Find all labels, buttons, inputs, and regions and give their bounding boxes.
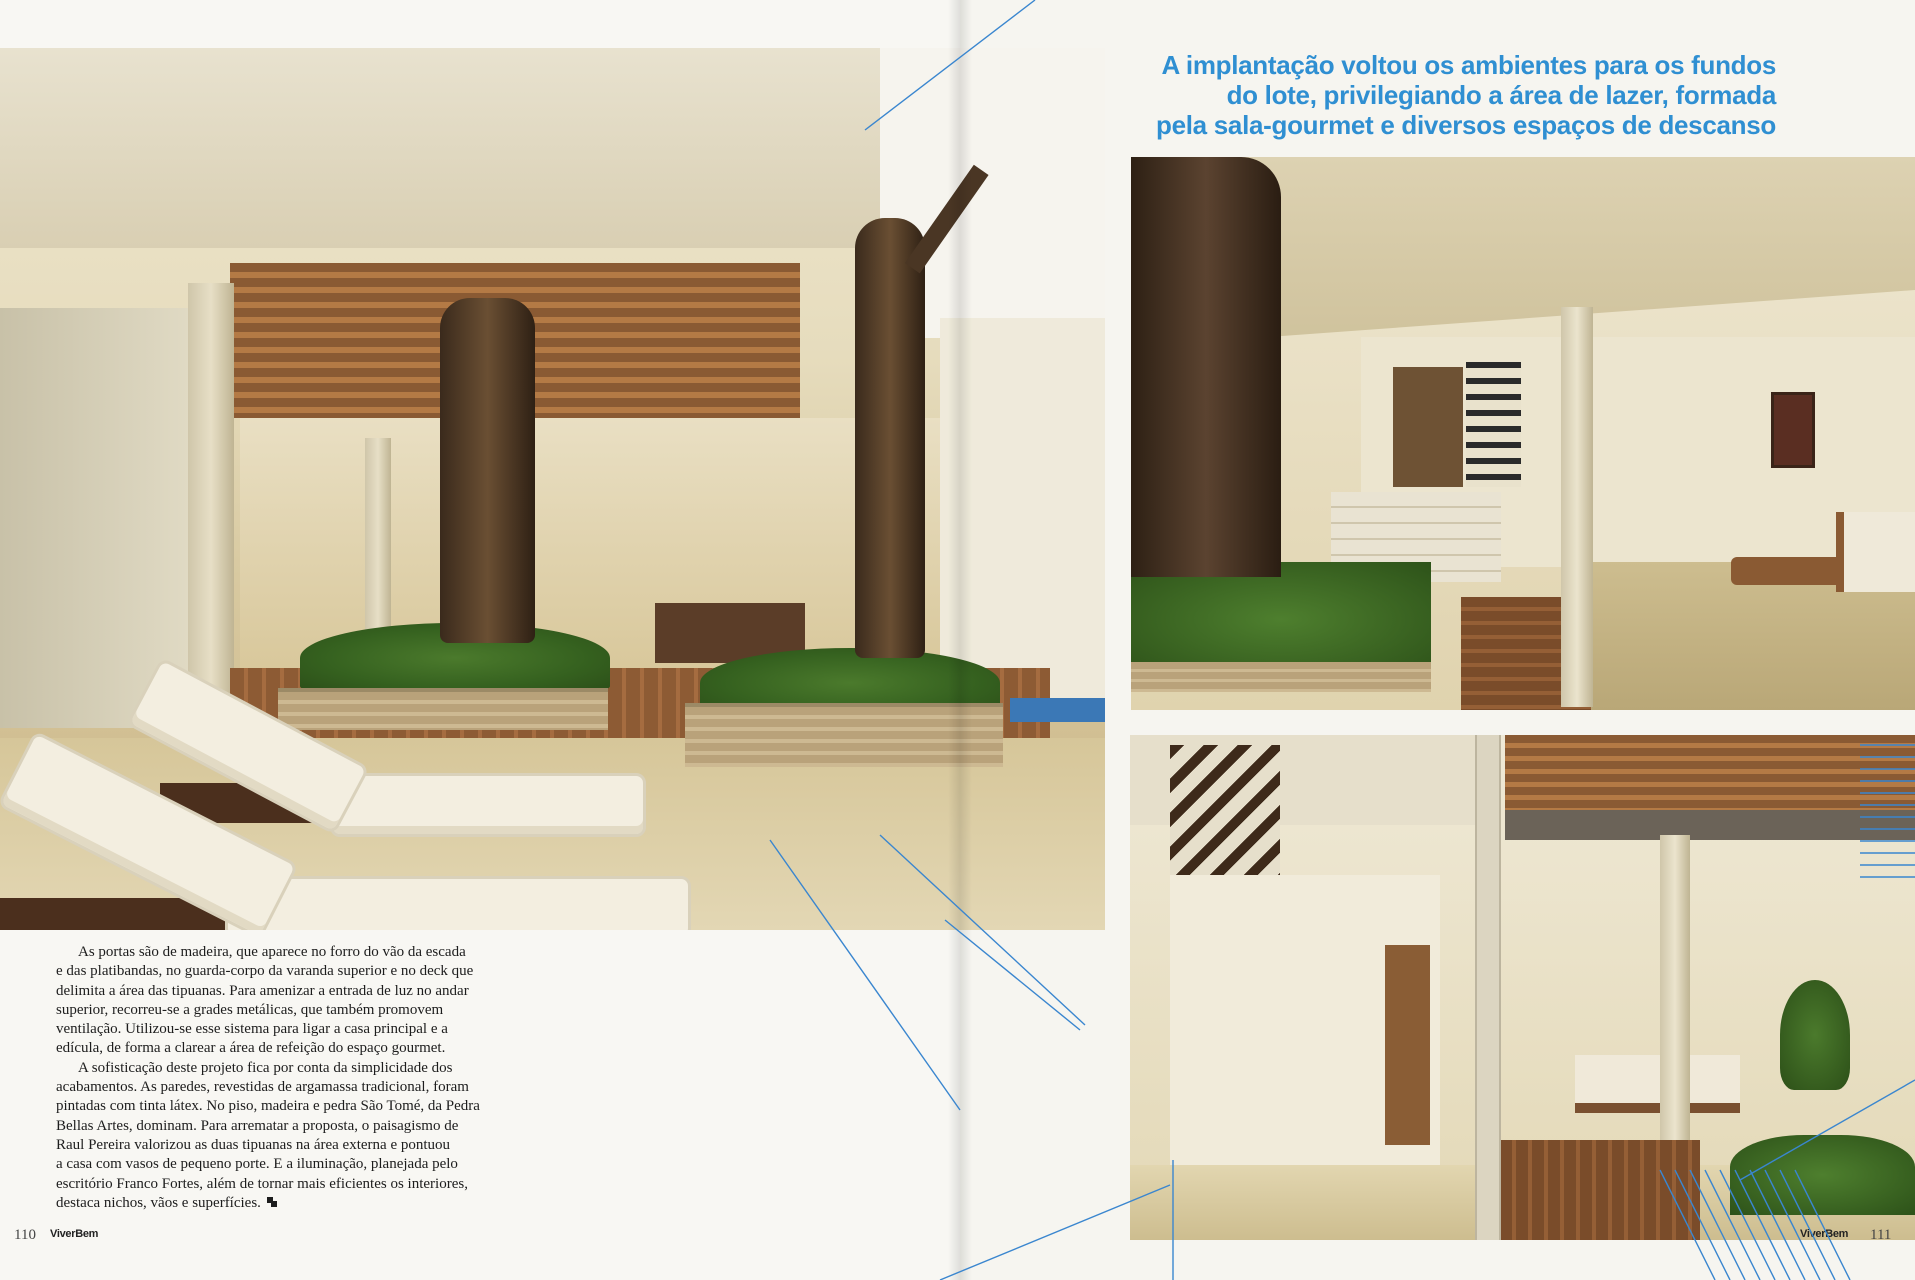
planter-greenery — [1730, 1135, 1915, 1215]
body-line: pintadas com tinta látex. No piso, madeira e pedra São Tomé, da Pedra — [56, 1098, 480, 1115]
sofa — [1575, 1055, 1740, 1113]
wooden-slats — [1505, 735, 1915, 810]
headline — [1136, 50, 1776, 140]
body-line: Bellas Artes, dominam. Para arrematar a proposta, o paisagismo de — [56, 1117, 459, 1134]
main-photo-outdoor-lounge — [0, 48, 1105, 930]
body-line: superior, recorreu-se a grades metálicas, que também promovem — [56, 1001, 444, 1018]
headline-line: pela sala-gourmet e diversos espaços de descanso — [1156, 110, 1776, 140]
photo-interior-view-1 — [1131, 157, 1915, 710]
metal-grille — [1505, 810, 1915, 840]
stone-planter — [278, 688, 608, 730]
body-line-text: destaca nichos, vãos e superfícies. — [56, 1194, 261, 1211]
body-line: a casa com vasos de pequeno porte. E a iluminação, planejada pelo — [56, 1156, 458, 1173]
photo-interior-view-2 — [1130, 735, 1915, 1240]
tree-trunk — [440, 298, 535, 643]
column — [188, 283, 234, 703]
column — [1660, 835, 1690, 1175]
ceiling-slab — [0, 48, 940, 248]
column — [1561, 307, 1593, 707]
body-line: Raul Pereira valorizou as duas tipuanas na área externa e pontuou — [56, 1136, 451, 1153]
column — [365, 438, 391, 648]
body-line: acabamentos. As paredes, revestidas de argamassa tradicional, foram — [56, 1079, 469, 1096]
wooden-door — [1385, 945, 1430, 1145]
wall-artwork — [1771, 392, 1815, 468]
body-line: delimita a área das tipuanas. Para amenizar a entrada de luz no andar — [56, 982, 469, 999]
body-line: e das platibandas, no guarda-corpo da varanda superior e no deck que — [56, 963, 474, 980]
body-line: As portas são de madeira, que aparece no forro do vão da escada — [78, 944, 466, 960]
potted-plant — [1780, 980, 1850, 1090]
right-magazine-brand: ViverBem — [1800, 1228, 1849, 1240]
tree-trunk — [855, 218, 925, 658]
end-of-article-icon — [265, 1195, 279, 1209]
glass-door-frame — [1475, 735, 1501, 1240]
body-line-last — [56, 1194, 516, 1213]
body-line: escritório Franco Fortes, além de tornar mais eficientes os interiores, — [56, 1175, 468, 1192]
body-text — [56, 943, 516, 1213]
page-gutter — [948, 0, 972, 1280]
tree-trunk — [1131, 157, 1281, 577]
left-page-number: 110 — [14, 1227, 36, 1243]
lounger-cushion — [225, 876, 691, 930]
headline-line: A implantação voltou os ambientes para os fundos — [1161, 50, 1776, 80]
lounger-cushion — [330, 773, 646, 837]
stone-planter — [1131, 662, 1431, 692]
right-page-number: 111 — [1870, 1227, 1892, 1243]
wooden-deck — [1500, 1140, 1700, 1240]
planter-greenery — [1131, 562, 1431, 677]
wooden-door — [1393, 367, 1463, 487]
wooden-staircase — [1170, 745, 1280, 875]
left-magazine-brand: ViverBem — [50, 1228, 99, 1240]
pool-edge — [1010, 698, 1105, 722]
body-line: ventilação. Utilizou-se esse sistema para ligar a casa principal e a — [56, 1021, 448, 1038]
metal-grille-window — [1466, 362, 1521, 487]
body-line: A sofisticação deste projeto fica por conta da simplicidade dos — [78, 1059, 453, 1076]
headline-line: do lote, privilegiando a área de lazer, formada — [1226, 80, 1776, 110]
body-line: edícula, de forma a clarear a área de refeição do espaço gourmet. — [56, 1040, 446, 1057]
sofa — [1836, 512, 1915, 592]
